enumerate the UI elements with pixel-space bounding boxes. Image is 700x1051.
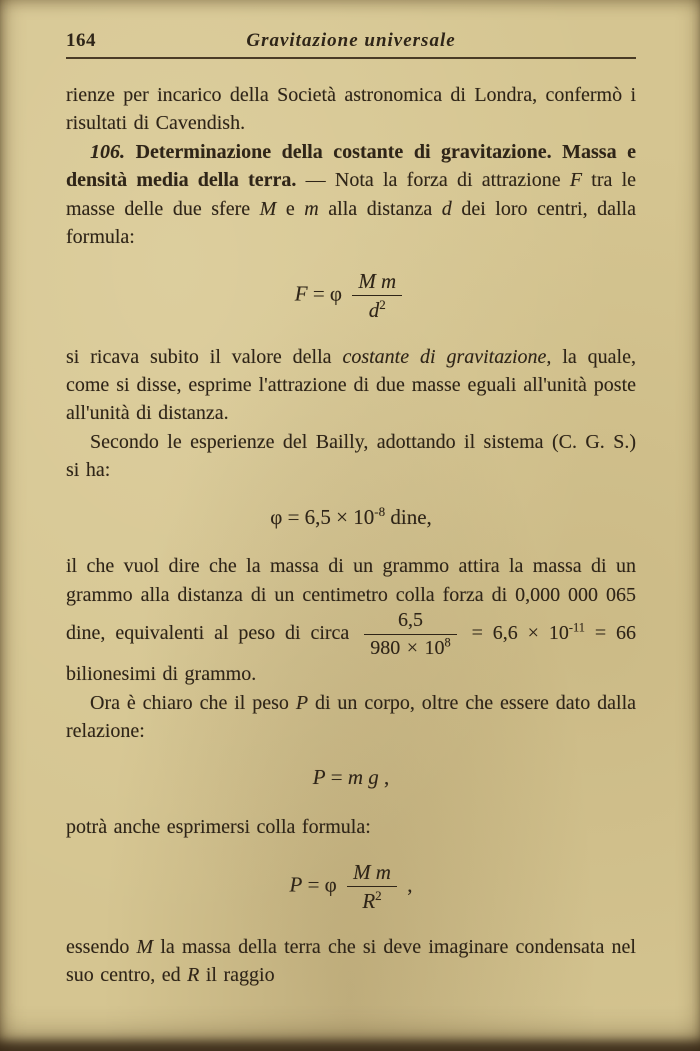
text-run: Determinazione della costante di gravitazione. Massa e densità media della terra.: [66, 140, 636, 192]
text-run: M: [136, 935, 154, 958]
paragraph: [66, 552, 636, 688]
fraction: [364, 609, 456, 660]
text-run: dine,: [385, 504, 432, 529]
text-run: essendo: [66, 935, 137, 958]
text-run: = φ: [307, 281, 348, 306]
text-run: potrà anche esprimersi colla formula:: [66, 816, 371, 839]
text-run: = φ: [302, 872, 343, 896]
text-run: m g: [347, 765, 379, 790]
text-run: F: [294, 281, 308, 306]
display-formula: [66, 860, 636, 913]
text-run: alla distanza: [318, 197, 442, 220]
text-run: — Nota la forza di attrazione: [296, 169, 570, 192]
text-run: Secondo le esperienze del Bailly, adottando il sistema (C. G. S.) si ha:: [66, 430, 636, 482]
text-run: 2: [379, 297, 386, 313]
fraction-denominator: [364, 635, 456, 660]
text-run: = 66 bilionesimi di grammo.: [66, 622, 637, 686]
page-number: 164: [66, 30, 96, 51]
fraction: [347, 860, 397, 913]
text-run: 2: [375, 887, 382, 903]
paragraph: [66, 343, 636, 428]
paragraph: [66, 81, 636, 138]
paragraph: [66, 689, 636, 746]
text-run: P: [289, 872, 303, 896]
fraction-denominator: [347, 887, 397, 913]
paragraph: [66, 428, 636, 485]
text-run: e: [276, 197, 305, 220]
fraction-denominator: [352, 296, 402, 322]
running-title: Gravitazione universale: [246, 30, 456, 51]
text-run: R: [187, 964, 200, 987]
text-run: -8: [374, 503, 386, 519]
fraction: [352, 269, 402, 322]
text-run: =: [325, 765, 348, 790]
text-run: R: [362, 888, 376, 913]
fraction-numerator: [364, 609, 456, 635]
text-run: 8: [444, 635, 451, 650]
text-run: tra le masse delle due sfere: [66, 169, 637, 220]
paragraph: [66, 813, 636, 841]
text-run: Ora è chiaro che il peso: [90, 691, 296, 714]
text-run: ,: [401, 872, 413, 896]
running-header: [66, 30, 636, 52]
paragraph: [66, 138, 636, 252]
fraction-numerator: [347, 860, 397, 887]
text-run: d: [368, 298, 380, 323]
text-run: = 6,6 × 10: [461, 622, 569, 645]
text-run: la massa della terra che si deve imaginare condensata nel suo centro, ed: [66, 935, 636, 987]
text-run: -11: [568, 620, 585, 635]
text-run: φ = 6,5 × 10: [270, 504, 375, 529]
paragraph: [66, 933, 636, 990]
text-run: ,: [378, 765, 390, 790]
text-run: si ricava subito il valore della: [66, 345, 343, 368]
text-run: M m: [358, 269, 397, 294]
page-body: [66, 81, 636, 990]
text-run: 980 × 10: [370, 637, 445, 660]
text-run: m: [304, 197, 319, 220]
display-formula: [66, 763, 636, 793]
text-run: il che vuol dire che la massa di un grammo attira la massa di un grammo alla distanza di un centimetro colla forza di 0,000 000 065 dine, equivalenti al peso di circa: [66, 555, 636, 645]
text-run: la quale, come si disse, esprime l'attrazione di due masse eguali all'unità poste all'unità di distanza.: [66, 345, 636, 425]
text-run: P: [312, 765, 326, 790]
text-run: M m: [353, 859, 391, 884]
fraction-numerator: [352, 269, 402, 296]
text-run: 106.: [90, 140, 136, 163]
text-run: di un corpo, oltre che essere dato dalla relazione:: [66, 691, 636, 742]
text-run: il raggio: [199, 964, 275, 987]
text-run: 6,5: [397, 609, 423, 632]
text-run: F: [569, 169, 583, 192]
text-run: M: [259, 197, 277, 220]
display-formula: [66, 269, 636, 322]
text-run: d: [441, 197, 452, 220]
text-run: P: [295, 691, 309, 714]
text-run: rienze per incarico della Società astronomica di Londra, confermò i risultati di Cavendish.: [66, 84, 636, 135]
text-run: costante di gravitazione,: [342, 345, 552, 368]
header-rule: [66, 57, 636, 59]
text-run: dei loro centri, dalla formula:: [66, 197, 636, 248]
display-formula: [66, 503, 636, 533]
